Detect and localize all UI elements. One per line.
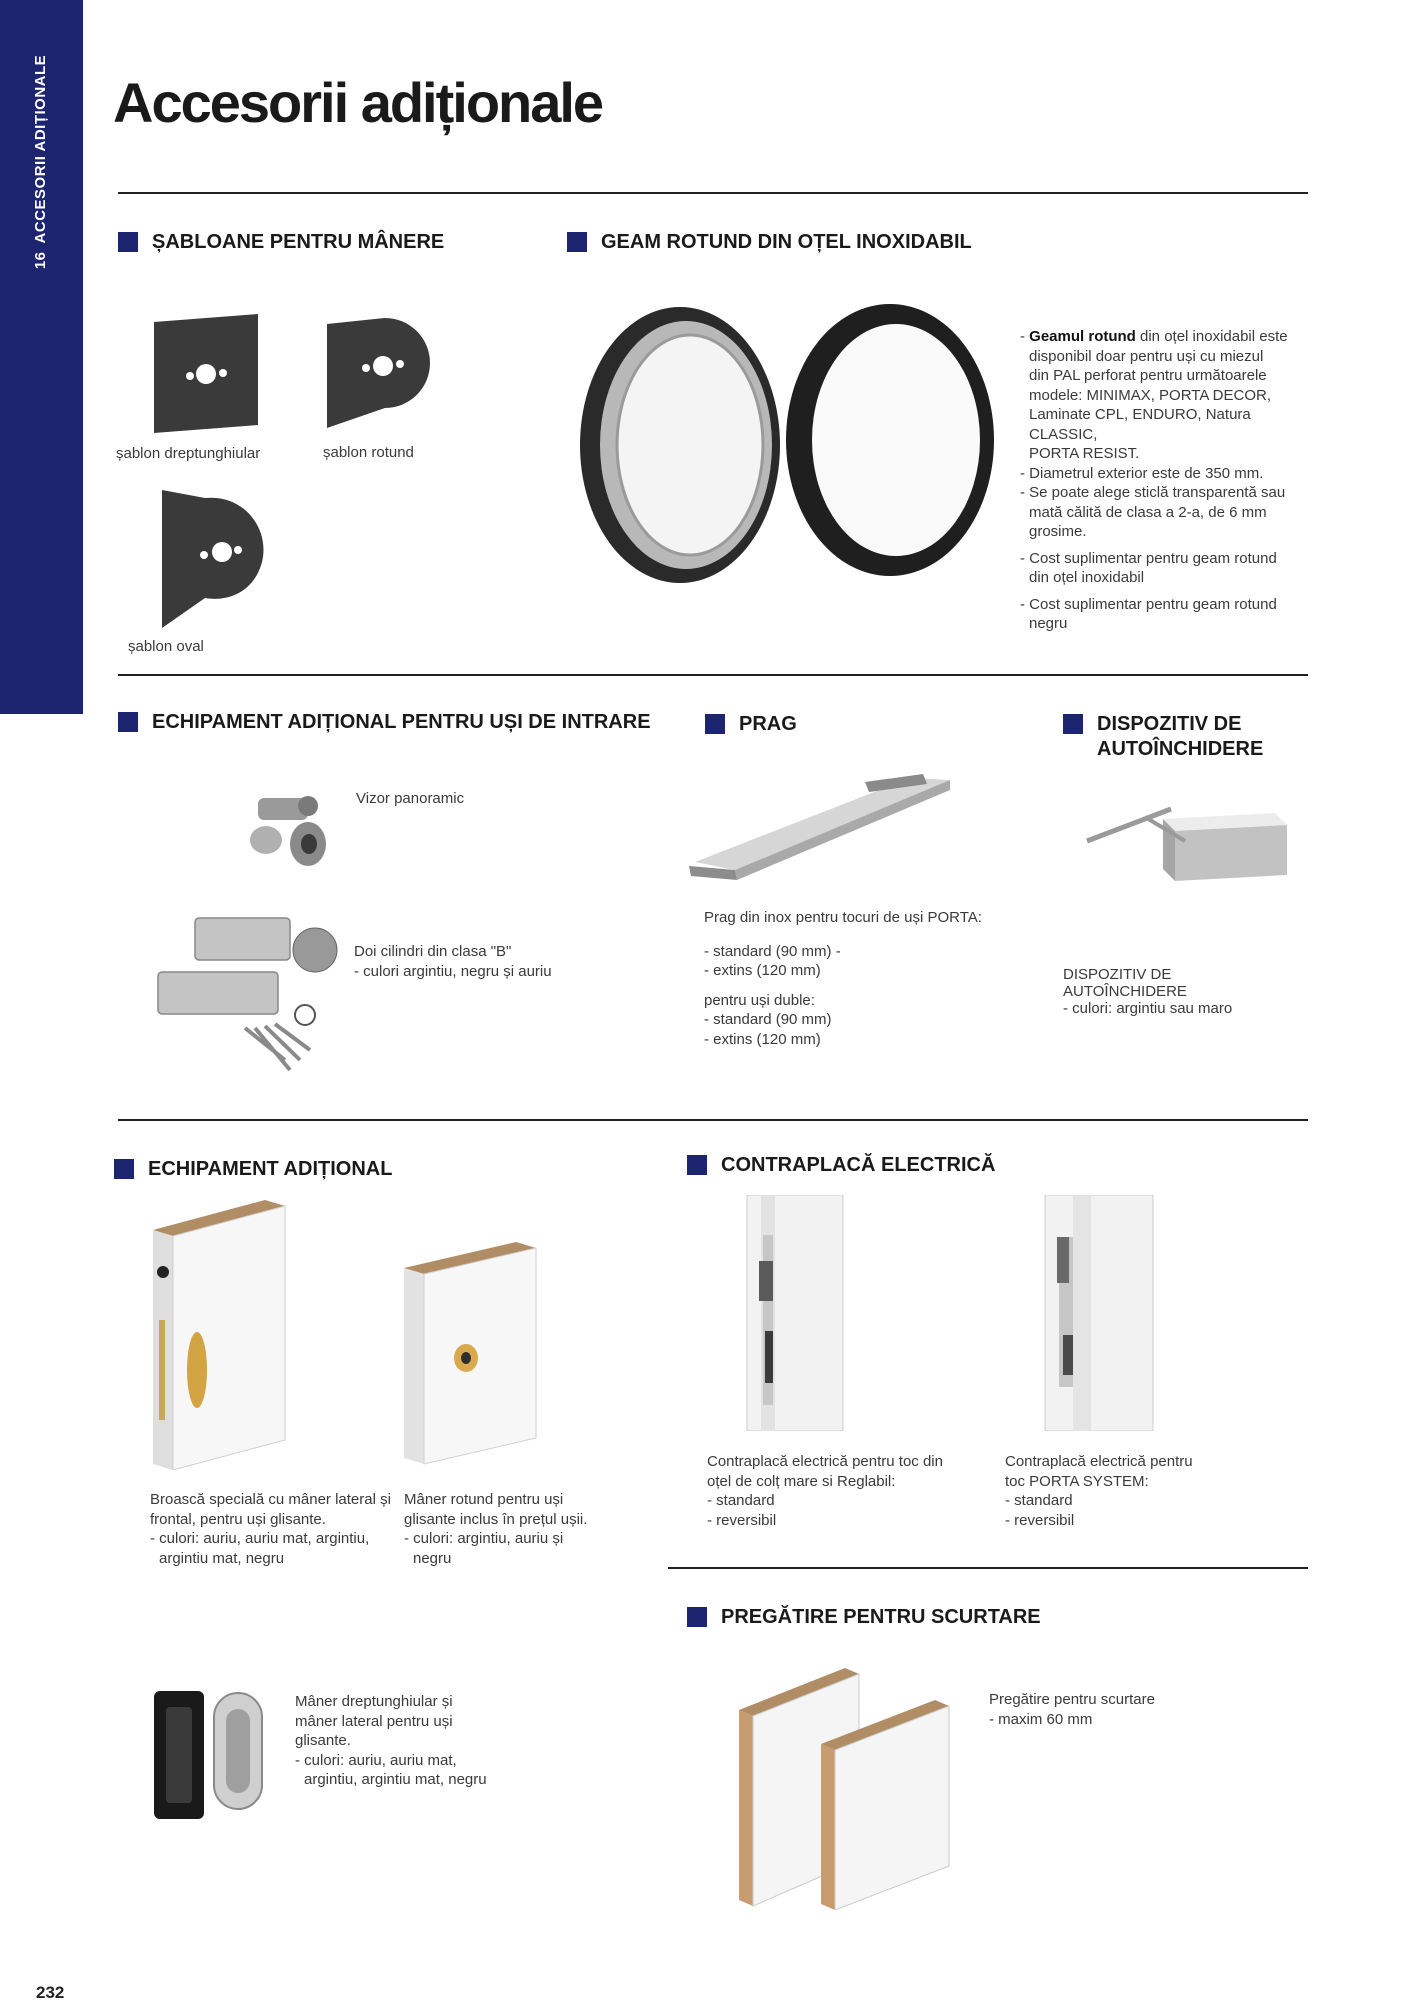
caption-line: Pregătire pentru scurtare — [989, 1691, 1155, 1708]
plate-oval-image — [150, 480, 285, 640]
geam-desc-line: - Cost suplimentar pentru geam rotund — [1020, 549, 1277, 567]
caption-line: frontal, pentru uși glisante. — [150, 1510, 326, 1528]
caption-sablon-dreptunghiular: șablon dreptunghiular — [116, 445, 261, 462]
geam-desc-line: - Cost suplimentar pentru geam rotund — [1020, 595, 1277, 613]
caption-line: - extins (120 mm) — [704, 1030, 821, 1048]
geam-desc-bold: Geamul rotund — [1029, 328, 1136, 345]
geam-desc-rest: din oțel inoxidabil este — [1135, 328, 1288, 345]
strike-plate-1-image — [745, 1195, 845, 1431]
geam-desc-line: negru — [1029, 615, 1068, 632]
side-tab-label — [29, 2, 53, 322]
caption-line: Broască specială cu mâner lateral și — [150, 1491, 391, 1508]
caption-cilindri — [354, 942, 552, 981]
caption-line: - culori: auriu, auriu mat, argintiu, — [150, 1530, 370, 1547]
geam-desc-line: - Se poate alege sticlă transparentă sau — [1020, 484, 1286, 501]
geam-desc-line: mată călită de clasa a 2-a, de 6 mm — [1029, 503, 1267, 521]
caption-line: pentru uși duble: — [704, 991, 815, 1009]
section-marker — [687, 1155, 707, 1175]
geam-desc-line: PORTA RESIST. — [1029, 445, 1140, 462]
caption-line: toc PORTA SYSTEM: — [1005, 1472, 1149, 1490]
caption-line: - standard (90 mm) — [704, 1011, 832, 1028]
caption-line: argintiu mat, negru — [159, 1549, 285, 1567]
section-title: CONTRAPLACĂ ELECTRICĂ — [721, 1154, 996, 1176]
caption-line: - standard — [1005, 1492, 1073, 1509]
door-closer-image — [1075, 785, 1290, 885]
caption-sablon-oval: șablon oval — [128, 638, 204, 655]
caption-sablon-rotund: șablon rotund — [323, 444, 414, 461]
geam-desc-line: disponibil doar pentru uși cu miezul — [1029, 347, 1264, 365]
section-prag-header — [705, 712, 797, 737]
caption-maner-dreptunghiular — [295, 1692, 487, 1790]
section-title: ECHIPAMENT ADIȚIONAL — [148, 1158, 393, 1180]
caption-line: oțel de colț mare si Reglabil: — [707, 1472, 896, 1490]
geam-desc-line: din oțel inoxidabil — [1029, 569, 1145, 586]
caption-line: - culori: argintiu, auriu și — [404, 1530, 564, 1547]
caption-line: Prag din inox pentru tocuri de uși PORTA: — [704, 909, 982, 926]
divider-2 — [118, 674, 1308, 676]
divider-top — [118, 192, 1308, 194]
section-marker — [118, 712, 138, 732]
caption-scurtare — [989, 1690, 1155, 1729]
door-shortening-image — [735, 1660, 960, 1910]
caption-line: - maxim 60 mm — [989, 1710, 1093, 1728]
plate-round-image — [305, 300, 440, 440]
section-echipament-header — [114, 1157, 392, 1182]
section-marker — [567, 232, 587, 252]
divider-3 — [118, 1119, 1308, 1121]
caption-line: - culori: argintiu sau maro — [1063, 1000, 1233, 1017]
side-tab-number: 16 — [32, 251, 49, 270]
caption-line: DISPOZITIV DE — [1063, 966, 1172, 983]
caption-line: Contraplacă electrică pentru toc din — [707, 1453, 943, 1470]
section-marker — [1063, 714, 1083, 734]
geam-desc-line: Laminate CPL, ENDURO, Natura CLASSIC, — [1029, 406, 1251, 443]
geam-description: - Geamul rotund din oțel inoxidabil este disponibil doar pentru uși cu miezul din PAL perforat pentru următoarele modele: MINIMAX, PORTA DECOR, Laminate CPL, ENDURO, Natura CLASSIC, PORTA RESIST. - Diametrul exterior este de 350 mm. - Se poate alege sticlă transparentă sau mată călită de clasa a 2-a, de 6 mm grosime. - Cost suplimentar pentru geam rotund din oțel inoxidabil - Cost suplimentar pentru geam rotund negru — [1020, 327, 1320, 634]
section-sabloane-header — [118, 230, 444, 255]
side-tab-text: ACCESORII ADIȚIONALE — [32, 54, 49, 244]
caption-line: AUTOÎNCHIDERE — [1063, 983, 1187, 1000]
section-echipament-intrare-header — [118, 710, 651, 735]
caption-line: - extins (120 mm) — [704, 962, 821, 979]
caption-line: Mâner rotund pentru uși — [404, 1491, 564, 1508]
section-title: PREGĂTIRE PENTRU SCURTARE — [721, 1606, 1041, 1628]
caption-line: Contraplacă electrică pentru — [1005, 1453, 1193, 1470]
caption-line: argintiu, argintiu mat, negru — [304, 1771, 487, 1788]
caption-broasca — [150, 1490, 391, 1568]
caption-dispozitiv — [1063, 966, 1232, 1017]
caption-line: - standard (90 mm) - — [704, 942, 841, 960]
cylinders-keys-image — [150, 910, 340, 1080]
section-geam-header — [567, 230, 972, 255]
section-marker — [118, 232, 138, 252]
caption-line: - reversibil — [1005, 1511, 1075, 1529]
section-marker — [687, 1607, 707, 1627]
geam-desc-line: din PAL perforat pentru următoarele — [1029, 367, 1267, 384]
geam-desc-line: grosime. — [1029, 523, 1087, 540]
caption-line: negru — [413, 1549, 452, 1567]
round-handle-image — [398, 1238, 543, 1468]
caption-line: glisante inclus în prețul ușii. — [404, 1510, 588, 1528]
round-window-image — [570, 300, 1010, 590]
caption-line: - reversibil — [707, 1511, 777, 1529]
strike-plate-2-image — [1043, 1195, 1155, 1431]
caption-line: mâner lateral pentru uși — [295, 1712, 453, 1730]
section-dispozitiv-header — [1063, 712, 1263, 762]
caption-line: - culori: auriu, auriu mat, — [295, 1751, 457, 1769]
side-tab — [0, 0, 83, 714]
divider-4 — [668, 1567, 1308, 1569]
caption-prag — [704, 908, 982, 1049]
caption-line: - standard — [707, 1492, 775, 1509]
caption-contraplaca-1 — [707, 1452, 943, 1530]
section-title: ȘABLOANE PENTRU MÂNERE — [152, 231, 445, 253]
section-title: DISPOZITIV DE AUTOÎNCHIDERE — [1097, 713, 1264, 760]
caption-line: - culori argintiu, negru și auriu — [354, 962, 552, 980]
threshold-image — [685, 770, 955, 890]
caption-line: Doi cilindri din clasa "B" — [354, 943, 512, 960]
geam-desc-line: - Diametrul exterior este de 350 mm. — [1020, 464, 1264, 482]
caption-line: glisante. — [295, 1732, 351, 1749]
geam-desc-line: modele: MINIMAX, PORTA DECOR, — [1029, 386, 1271, 404]
section-scurtare-header — [687, 1605, 1041, 1630]
sliding-lock-image — [145, 1190, 295, 1470]
section-title: ECHIPAMENT ADIȚIONAL PENTRU UȘI DE INTRARE — [152, 711, 651, 733]
page-title: Accesorii adiționale — [113, 71, 603, 134]
section-contraplaca-header — [687, 1153, 995, 1178]
section-title: GEAM ROTUND DIN OȚEL INOXIDABIL — [601, 231, 972, 253]
caption-maner-rotund — [404, 1490, 587, 1568]
caption-vizor: Vizor panoramic — [356, 790, 465, 807]
page-number: 232 — [36, 1983, 65, 2002]
plate-rectangular-image — [140, 300, 275, 445]
section-marker — [705, 714, 725, 734]
peephole-image — [238, 780, 338, 872]
caption-contraplaca-2 — [1005, 1452, 1193, 1530]
section-marker — [114, 1159, 134, 1179]
rectangular-handles-image — [150, 1685, 270, 1825]
caption-line: Mâner dreptunghiular și — [295, 1693, 453, 1710]
section-title: PRAG — [739, 713, 797, 735]
